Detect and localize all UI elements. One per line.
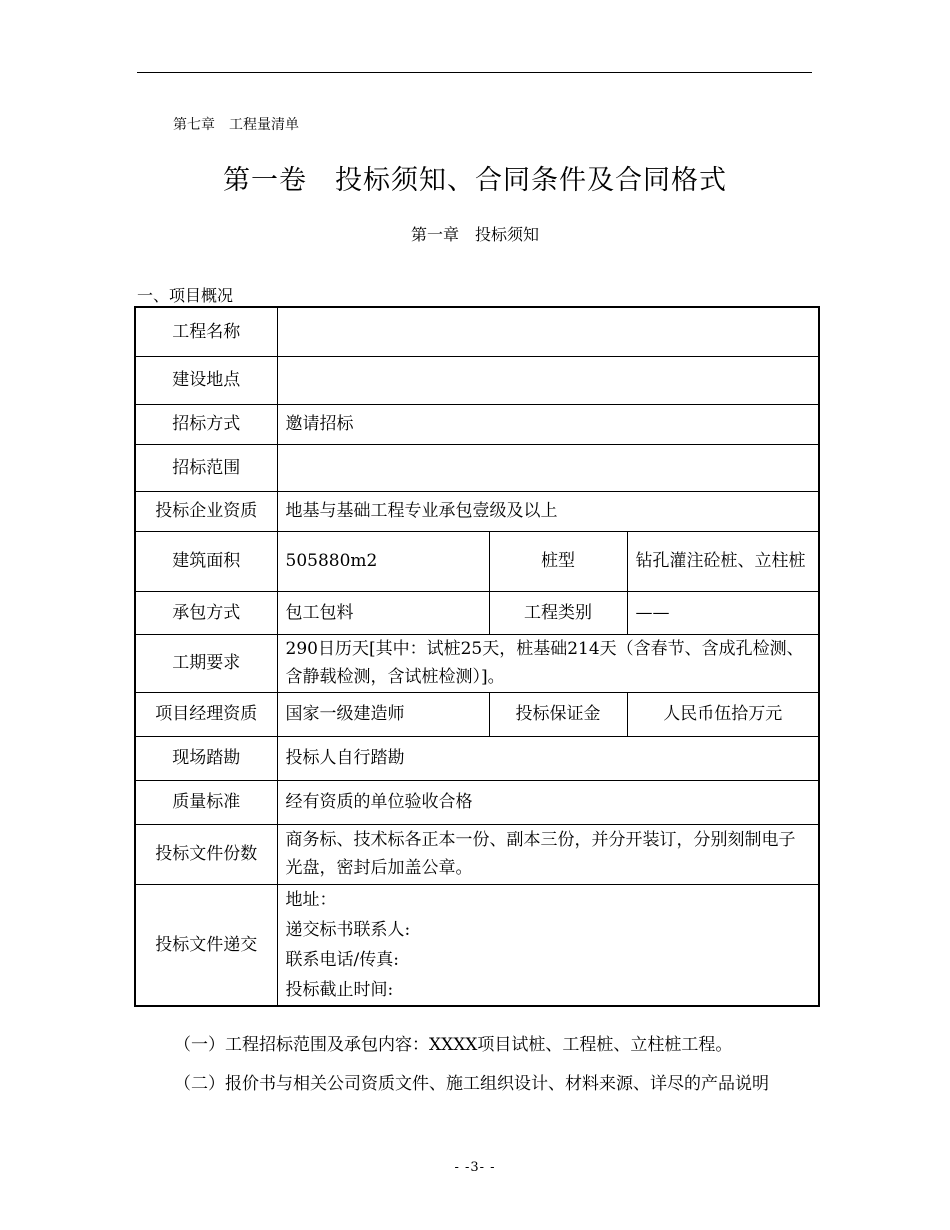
label-copies: 投标文件份数: [135, 824, 277, 884]
label-project-category: 工程类别: [489, 591, 627, 634]
table-row: [135, 780, 819, 824]
value-site-visit: 投标人自行踏勘: [277, 736, 819, 780]
table-row: [135, 736, 819, 780]
label-bid-bond: 投标保证金: [489, 692, 627, 736]
value-pile-type: 钻孔灌注砼桩、立柱桩: [627, 531, 819, 591]
label-bidding-scope: 招标范围: [135, 444, 277, 491]
value-location: [277, 356, 819, 404]
label-duration: 工期要求: [135, 634, 277, 692]
paragraph-quotation: （二）报价书与相关公司资质文件、施工组织设计、材料来源、详尽的产品说明: [174, 1074, 769, 1094]
table-row: [135, 591, 819, 634]
value-submission: [277, 884, 819, 1006]
label-qualification: 投标企业资质: [135, 491, 277, 531]
label-manager: 项目经理资质: [135, 692, 277, 736]
paragraph-scope: （一）工程招标范围及承包内容：XXXX项目试桩、工程桩、立柱桩工程。: [174, 1035, 733, 1055]
label-project-name: 工程名称: [135, 307, 277, 356]
value-bidding-scope: [277, 444, 819, 491]
section-heading: 一、项目概况: [137, 286, 234, 305]
value-qualification: 地基与基础工程专业承包壹级及以上: [277, 491, 819, 531]
label-submission: 投标文件递交: [135, 884, 277, 1006]
value-duration: 290日历天[其中：试桩25天，桩基础214天（含春节、含成孔检测、含静载检测，含试桩检测）]。: [277, 634, 819, 692]
value-quality: 经有资质的单位验收合格: [277, 780, 819, 824]
submission-address: 地址：: [285, 889, 337, 910]
table-row: [135, 356, 819, 404]
running-head: 第七章 工程量清单: [173, 117, 299, 133]
table-row: [135, 692, 819, 736]
value-bid-bond: 人民币伍拾万元: [627, 692, 819, 736]
header-rule: [137, 72, 812, 73]
page-number: - -3- -: [454, 1160, 496, 1175]
table-row: [135, 307, 819, 356]
label-floor-area: 建筑面积: [135, 531, 277, 591]
label-contract-mode: 承包方式: [135, 591, 277, 634]
label-pile-type: 桩型: [489, 531, 627, 591]
volume-title: 第一卷 投标须知、合同条件及合同格式: [223, 165, 727, 196]
value-bidding-method: 邀请招标: [277, 404, 819, 444]
label-quality: 质量标准: [135, 780, 277, 824]
submission-phone-fax: 联系电话/传真:: [285, 949, 399, 970]
value-floor-area: 505880m2: [277, 531, 489, 591]
value-manager: 国家一级建造师: [277, 692, 489, 736]
table-row: [135, 491, 819, 531]
table-row: [135, 531, 819, 591]
submission-deadline: 投标截止时间:: [285, 979, 394, 1000]
table-row: [135, 634, 819, 692]
value-project-name: [277, 307, 819, 356]
label-location: 建设地点: [135, 356, 277, 404]
value-contract-mode: 包工包料: [277, 591, 489, 634]
table-row: [135, 884, 819, 1006]
table-row: [135, 444, 819, 491]
submission-contact: 递交标书联系人:: [285, 919, 411, 940]
chapter-title: 第一章 投标须知: [410, 225, 539, 244]
project-overview-table: [134, 306, 820, 1007]
value-project-category: ——: [627, 591, 819, 634]
table-row: [135, 404, 819, 444]
table-row: [135, 824, 819, 884]
label-bidding-method: 招标方式: [135, 404, 277, 444]
label-site-visit: 现场踏勘: [135, 736, 277, 780]
value-copies: 商务标、技术标各正本一份、副本三份，并分开装订，分别刻制电子光盘，密封后加盖公章。: [277, 824, 819, 884]
